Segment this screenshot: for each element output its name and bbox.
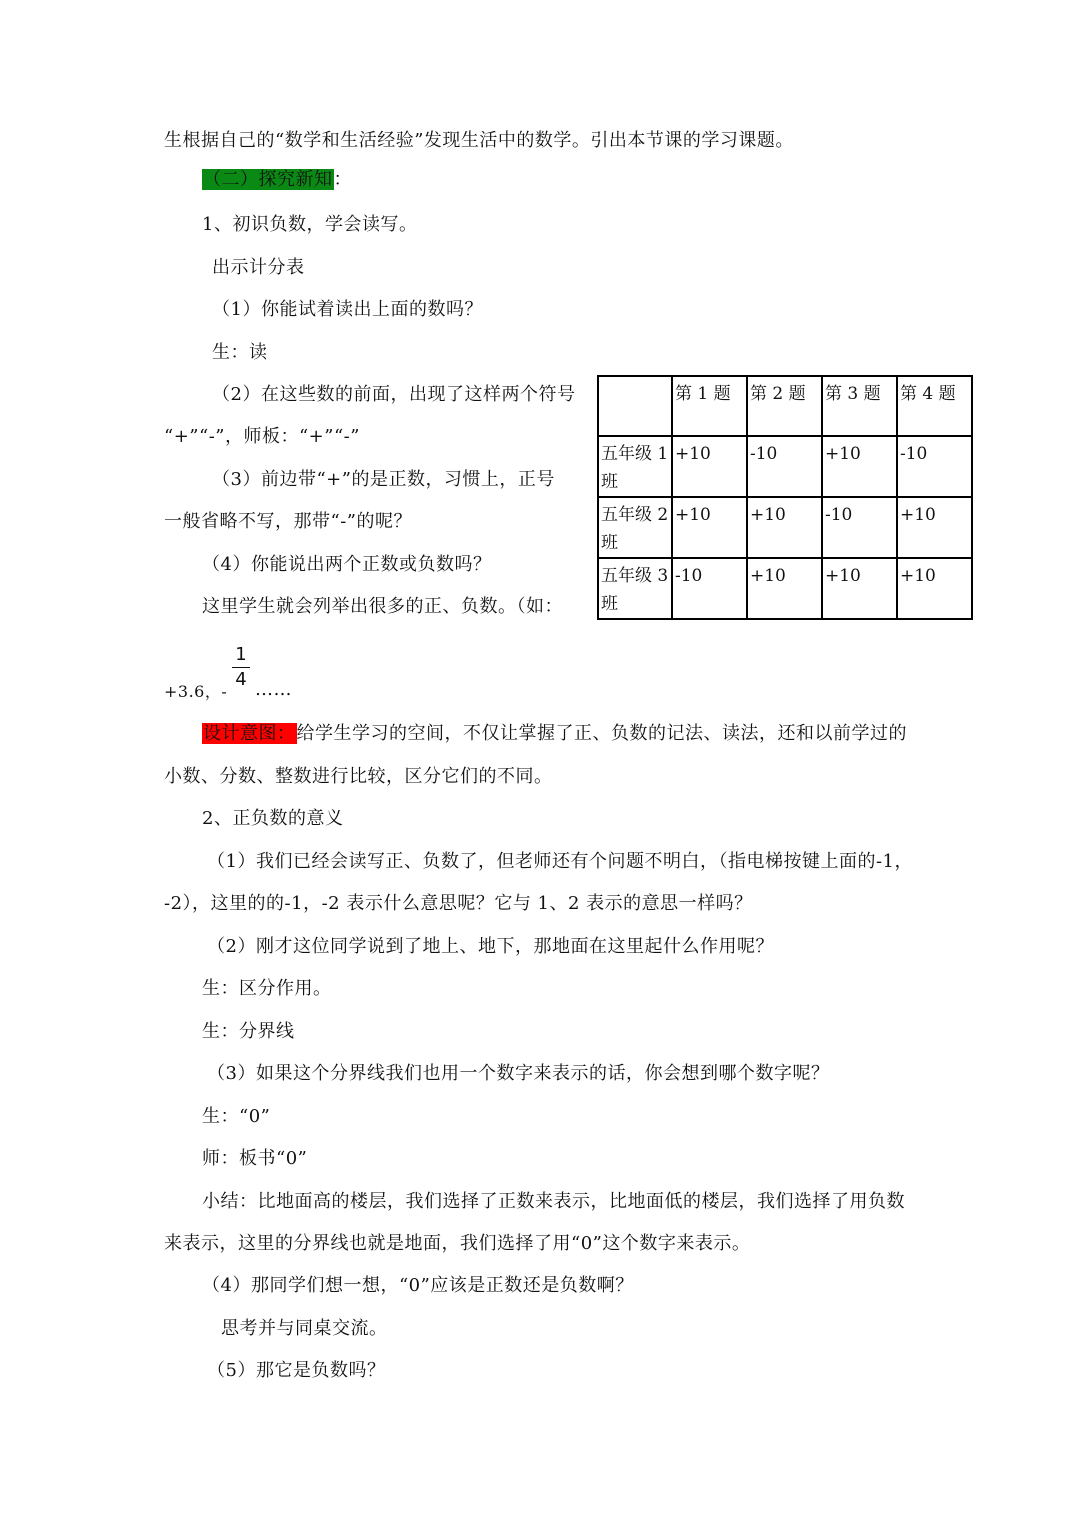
fraction-one-quarter [232,644,250,691]
paragraph-line: 生：分界线 [202,1021,295,1042]
table-header-cell: 第 2 题 [747,376,822,436]
table-cell: +10 [897,558,972,619]
paragraph-line: （2）在这些数的前面，出现了这样两个符号 [212,384,576,405]
table-row-label: 五年级 1 班 [598,436,672,497]
paragraph-line: （3）前边带“+”的是正数，习惯上，正号 [212,469,555,490]
paragraph-line: 生根据自己的“数学和生活经验”发现生活中的数学。引出本节课的学习课题。 [164,130,794,151]
table-row [598,497,972,558]
section-heading-colon: ： [333,169,352,190]
paragraph-line: （2）刚才这位同学说到了地上、地下，那地面在这里起什么作用呢？ [207,936,774,957]
table-row [598,436,972,497]
table-cell: +10 [897,497,972,558]
table-row-label: 五年级 2 班 [598,497,672,558]
table-cell: +10 [672,436,747,497]
table-row [598,558,972,619]
table-cell: +10 [822,558,897,619]
table-row-label: 五年级 3 班 [598,558,672,619]
table-cell: -10 [747,436,822,497]
table-header-cell: 第 1 题 [672,376,747,436]
table-header-cell: 第 3 题 [822,376,897,436]
table-cell: -10 [822,497,897,558]
design-intent-label: 设计意图： [203,723,296,744]
design-intent-line [202,722,907,746]
paragraph-line: （1）我们已经会读写正、负数了，但老师还有个问题不明白，（指电梯按键上面的-1， [207,851,913,872]
section-heading-highlight: （二）探究新知 [203,169,333,190]
fraction-numerator: 1 [235,644,247,665]
fraction-bar [232,667,250,668]
paragraph-line: 小结：比地面高的楼层，我们选择了正数来表示，比地面低的楼层，我们选择了用负数 [202,1191,905,1212]
paragraph-line: （4）你能说出两个正数或负数吗？ [202,554,492,575]
table-header-cell: 第 4 题 [897,376,972,436]
paragraph-line: （5）那它是负数吗？ [207,1360,386,1381]
example-numbers-prefix: +3.6，- [164,682,228,701]
table-cell: +10 [747,497,822,558]
design-intent-text: 给学生学习的空间，不仅让掌握了正、负数的记法、读法，还和以前学过的 [296,723,907,744]
paragraph-line: 出示计分表 [212,257,305,278]
fraction-denominator: 4 [235,669,247,690]
section-heading [202,168,352,192]
example-numbers-ellipsis: …… [255,679,292,700]
paragraph-line: 生：区分作用。 [202,978,332,999]
table-header-row [598,376,972,436]
table-cell: +10 [747,558,822,619]
paragraph-line: 生：“0” [202,1106,271,1127]
paragraph-line: 一般省略不写，那带“-”的呢？ [164,511,412,532]
paragraph-line: 思考并与同桌交流。 [221,1318,388,1339]
paragraph-line: 1、初识负数，学会读写。 [202,214,418,235]
paragraph-line: 来表示，这里的分界线也就是地面，我们选择了用“0”这个数字来表示。 [164,1233,751,1254]
table-cell: +10 [672,497,747,558]
paragraph-line: 师：板书“0” [202,1148,308,1169]
paragraph-line: 2、正负数的意义 [202,808,344,829]
table-cell: -10 [897,436,972,497]
paragraph-line: 小数、分数、整数进行比较，区分它们的不同。 [164,766,553,787]
paragraph-line: 这里学生就会列举出很多的正、负数。（如： [202,596,563,617]
score-table [597,375,973,620]
paragraph-line: 生：读 [212,342,268,363]
paragraph-line: （1）你能试着读出上面的数吗？ [212,299,483,320]
paragraph-line: （4）那同学们想一想，“0”应该是正数还是负数啊？ [202,1275,634,1296]
paragraph-line: （3）如果这个分界线我们也用一个数字来表示的话，你会想到哪个数字呢？ [207,1063,830,1084]
table-cell: -10 [672,558,747,619]
paragraph-line: “+”“-”，师板：“+”“-” [164,426,360,447]
table-header-cell [598,376,672,436]
table-cell: +10 [822,436,897,497]
paragraph-line: -2），这里的的-1，-2 表示什么意思呢？它与 1、2 表示的意思一样吗？ [164,893,753,914]
